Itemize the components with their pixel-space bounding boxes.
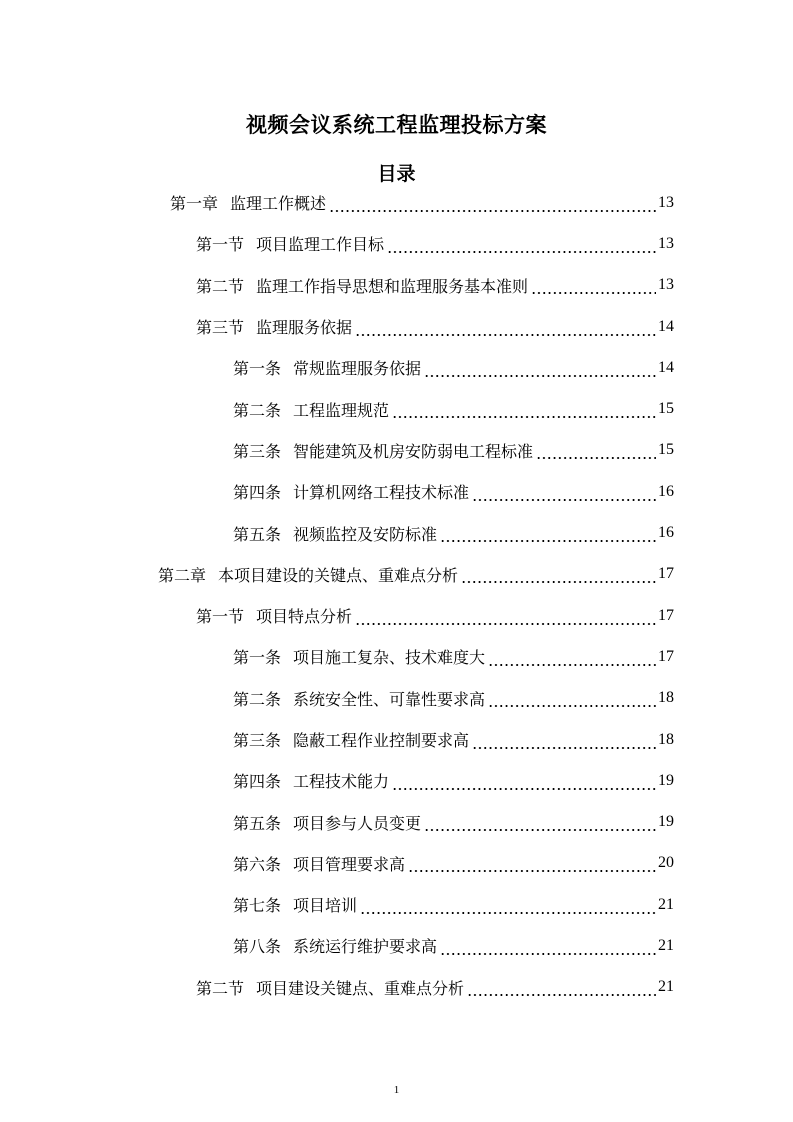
toc-entry-heading: 项目施工复杂、技术难度大 [293,648,486,668]
toc-entry-label: 第三条 [233,731,282,750]
toc-entry-heading: 监理服务依据 [256,318,353,338]
toc-entry-heading: 项目建设关键点、重难点分析 [256,978,465,998]
toc-entry-heading: 视频监控及安防标准 [293,524,438,544]
toc-entry-label: 第二条 [233,400,282,420]
toc-entry-page: 16 [658,482,674,500]
toc-entry-page: 17 [658,606,674,624]
toc-entry-heading: 系统安全性、可靠性要求高 [293,689,486,709]
toc-entry[interactable] [0,595,793,636]
toc-leader-dots [467,981,656,997]
toc-leader-dots [461,568,656,584]
toc-entry-page: 13 [658,234,674,252]
toc-entry-page: 17 [658,565,674,583]
toc-entry-label: 第二条 [233,689,282,709]
toc-entry-page: 20 [658,854,674,872]
toc-leader-dots [355,321,656,337]
toc-entry[interactable] [0,678,793,719]
toc-entry-label: 第一条 [233,359,282,379]
toc-entry-label: 第六条 [233,854,282,874]
toc-entry-heading: 项目监理工作目标 [256,235,385,255]
toc-heading: 目录 [377,162,416,185]
toc-entry-label: 第四条 [233,772,282,792]
toc-entry[interactable] [0,719,793,760]
page-number: 1 [393,1084,400,1096]
toc-entry-page: 18 [658,730,674,748]
toc-leader-dots [488,651,656,667]
toc-entry[interactable] [0,884,793,925]
toc-leader-dots [424,816,656,832]
toc-entry-label: 第三节 [196,318,245,338]
toc-entry-heading: 监理工作概述 [230,194,327,214]
toc-entry-page: 16 [658,524,674,542]
toc-entry-page: 14 [658,317,674,335]
toc-entry-page: 19 [658,771,674,789]
toc-entry[interactable] [0,760,793,801]
toc-entry-heading: 计算机网络工程技术标准 [293,483,470,503]
toc-entry-heading: 监理工作指导思想和监理服务基本准则 [256,276,529,296]
toc-leader-dots [424,362,656,378]
toc-leader-dots [536,444,656,460]
toc-leader-dots [531,279,656,295]
toc-leader-dots [472,486,656,502]
toc-entry-label: 第五条 [233,524,282,544]
toc-leader-dots [392,775,656,791]
toc-entry-heading: 工程监理规范 [293,400,390,420]
toc-entry-page: 15 [658,400,674,418]
toc-entry-page: 19 [658,813,674,831]
toc-entry-heading: 隐蔽工程作业控制要求高 [293,731,470,750]
toc-entry[interactable] [0,554,793,595]
toc-entry-heading: 项目特点分析 [256,607,353,627]
toc-entry[interactable] [0,636,793,677]
toc-entry-label: 第四条 [233,483,282,503]
toc-entry-page: 21 [658,936,674,954]
toc-entry-label: 第一节 [196,607,245,627]
toc-leader-dots [360,899,656,915]
toc-entry-page: 21 [658,978,674,996]
toc-entry-label: 第八条 [233,937,282,957]
document-title: 视频会议系统工程监理投标方案 [246,113,547,138]
toc-entry-heading: 系统运行维护要求高 [293,937,438,957]
toc-entry-label: 第二章 [158,565,207,585]
table-of-contents [0,182,793,1008]
toc-entry-page: 17 [658,647,674,665]
toc-entry[interactable] [0,388,793,429]
toc-entry-page: 18 [658,689,674,707]
toc-entry-heading: 智能建筑及机房安防弱电工程标准 [293,441,534,461]
toc-leader-dots [387,238,656,254]
toc-entry[interactable] [0,925,793,966]
toc-entry[interactable] [0,801,793,842]
toc-entry-label: 第三条 [233,441,282,461]
toc-entry[interactable] [0,265,793,306]
toc-entry-heading: 项目参与人员变更 [293,813,422,833]
toc-entry-label: 第一条 [233,648,282,668]
toc-entry-heading: 工程技术能力 [293,772,390,792]
toc-entry[interactable] [0,347,793,388]
toc-entry-page: 13 [658,193,674,211]
toc-entry-page: 15 [658,441,674,459]
toc-entry-page: 13 [658,276,674,294]
toc-entry[interactable] [0,843,793,884]
toc-entry[interactable] [0,306,793,347]
toc-entry-label: 第二节 [196,978,245,998]
toc-leader-dots [440,940,656,956]
toc-entry-label: 第五条 [233,813,282,833]
toc-entry-label: 第二节 [196,276,245,296]
toc-entry[interactable] [0,430,793,471]
toc-entry-label: 第一节 [196,235,245,255]
toc-leader-dots [329,197,656,213]
toc-leader-dots [472,734,656,750]
toc-entry-page: 14 [658,358,674,376]
toc-entry[interactable] [0,223,793,264]
toc-leader-dots [408,857,656,873]
toc-entry[interactable] [0,471,793,512]
toc-leader-dots [488,692,656,708]
toc-entry-page: 21 [658,895,674,913]
toc-entry-heading: 项目管理要求高 [293,854,406,874]
toc-leader-dots [355,610,656,626]
toc-entry-label: 第一章 [170,194,219,214]
toc-entry-heading: 项目培训 [293,896,358,916]
toc-leader-dots [392,403,656,419]
toc-entry-heading: 本项目建设的关键点、重难点分析 [218,565,459,585]
toc-entry-label: 第七条 [233,896,282,916]
toc-leader-dots [440,527,656,543]
toc-entry[interactable] [0,512,793,553]
toc-entry[interactable] [0,182,793,223]
toc-entry[interactable] [0,967,793,1008]
toc-entry-heading: 常规监理服务依据 [293,359,422,379]
